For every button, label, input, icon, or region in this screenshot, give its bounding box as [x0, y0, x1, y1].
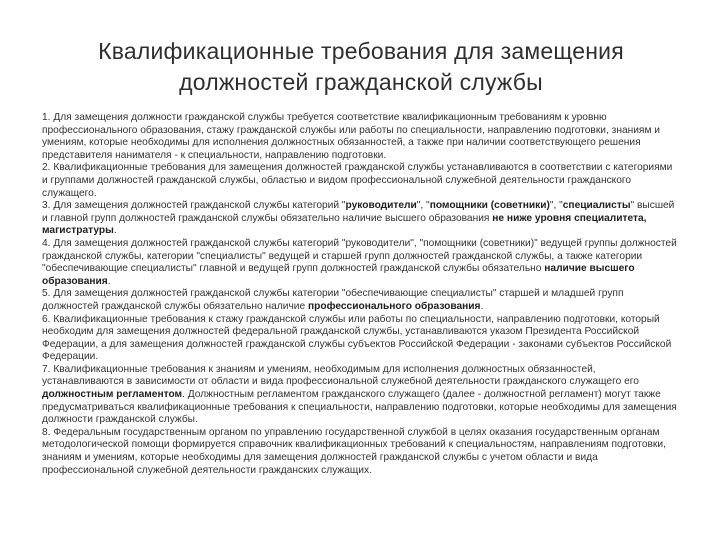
- requirements-text: [42, 112, 680, 477]
- paragraph-7-text-b: . Должностным регламентом гражданского служащего (далее - должностной регламент) могут также предусматриваться квалификационные требования к специальности, направлению подготовки, которые необходимы для замещения должности гражданской службы.: [42, 389, 677, 426]
- paragraph-1: [42, 112, 680, 162]
- paragraph-3-text-a: 3. Для замещения должностей гражданской службы категорий ": [42, 200, 346, 212]
- paragraph-5: [42, 288, 680, 313]
- paragraph-2-text: 2. Квалификационные требования для замещения должностей гражданской службы устанавливаются в соответствии с категориями и группами должностей гражданской службы, областью и видом профессиональной служебной деятельности гражданского служащего.: [42, 162, 673, 199]
- slide-title: [42, 36, 680, 98]
- paragraph-8: [42, 427, 680, 477]
- slide-title-line-1: Квалификационные требования для замещения: [98, 38, 624, 64]
- paragraph-5-text-a: 5. Для замещения должностей гражданской службы категории "обеспечивающие специалисты" старшей и младшей групп должностей гражданской службы обязательно наличие: [42, 288, 624, 312]
- paragraph-2: [42, 162, 680, 200]
- paragraph-7-bold-job-regulation: должностным регламентом: [42, 389, 183, 401]
- paragraph-7-text-a: 7. Квалификационные требования к знаниям и умениям, необходимым для исполнения должностных обязанностей, устанавливаются в зависимости от области и вида профессиональной служебной деятельности гражданского служащего его: [42, 363, 639, 388]
- paragraph-8-text: 8. Федеральным государственным органом по управлению государственной службой в целях оказания государственным органам методологической помощи формируется справочник квалификационных требований к специальностям, направлениям подготовки, знаниям и умениям, которые необходимы для замещения должностей гражданской службы с учетом области и вида профессиональной служебной деятельности гражданских служащих.: [42, 426, 666, 476]
- paragraph-3-text-b: ", ": [416, 200, 430, 212]
- paragraph-4-text-b: .: [107, 275, 111, 287]
- paragraph-4-bold-higher-education: наличие высшего образования: [42, 263, 635, 287]
- paragraph-7: [42, 364, 680, 427]
- paragraph-6-text: 6. Квалификационные требования к стажу гражданской службы или работы по специальности, направлению подготовки, который необходим для замещения должностей федеральной гражданской службы, устанавливаются указом Президента Российской Федерации, а для замещения должностей гражданской службы субъектов Российской Федерации - законами субъектов Российской Федерации.: [42, 313, 672, 363]
- paragraph-3-bold-specialists: специалисты: [562, 200, 631, 212]
- paragraph-3-text-e: .: [113, 225, 117, 237]
- paragraph-3: [42, 200, 680, 238]
- paragraph-5-text-b: .: [480, 300, 484, 312]
- paragraph-3-bold-managers: руководители: [345, 200, 417, 212]
- paragraph-4: [42, 238, 680, 288]
- slide-title-line-2: должностей гражданской службы: [179, 69, 543, 95]
- paragraph-3-bold-assistants: помощники (советники): [429, 200, 550, 212]
- paragraph-3-text-c: ", ": [549, 200, 563, 212]
- paragraph-3-bold-education-level: не ниже уровня специалитета, магистратуры: [42, 212, 647, 237]
- paragraph-1-text: 1. Для замещения должности гражданской службы требуется соответствие квалификационным требованиям к уровню профессионального образования, стажу гражданской службы или работы по специальности, направлению подготовки, знаниям и умениям, которые необходимы для исполнения должностных обязанностей, а также при наличии соответствующего решения представителя нанимателя - к специальности, направлению подготовки.: [42, 112, 660, 161]
- paragraph-3-text-d: " высшей и главной групп должностей гражданской службы обязательно наличие высшего образования: [42, 200, 675, 224]
- paragraph-6: [42, 314, 680, 364]
- paragraph-4-text-a: 4. Для замещения должностей гражданской службы категорий "руководители", "помощники (советники)" ведущей группы должностей гражданской службы, категории "специалисты" ведущей и старшей групп должностей гражданской службы, а также категории "обеспечивающие специалисты" главной и ведущей групп должностей гражданской службы обязательно: [42, 237, 677, 275]
- paragraph-5-bold-professional-education: профессионального образования: [307, 300, 481, 312]
